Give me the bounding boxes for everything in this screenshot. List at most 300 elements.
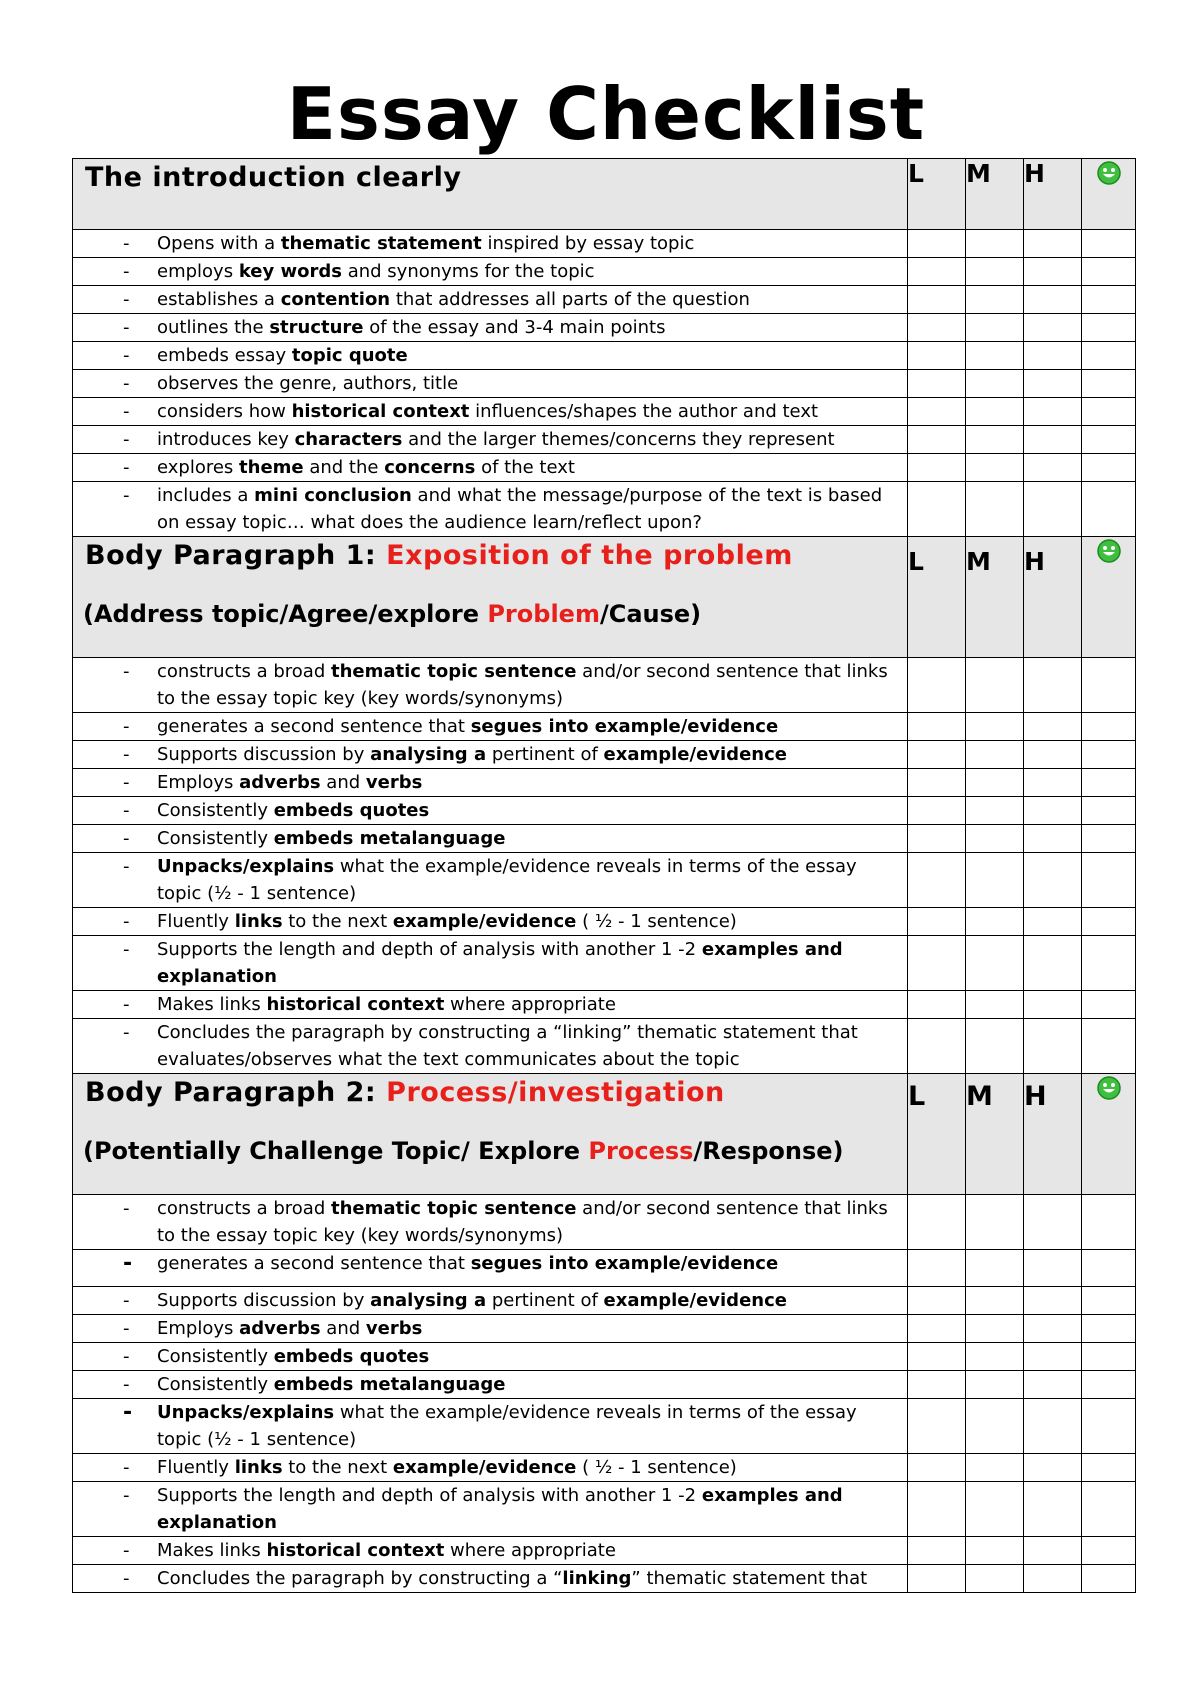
item-keyword: historical context <box>266 994 445 1015</box>
rating-cell-m[interactable] <box>966 936 1024 991</box>
rating-cell-l[interactable] <box>908 1195 966 1250</box>
rating-cell-s[interactable] <box>1082 230 1136 258</box>
rating-cell-h[interactable] <box>1024 454 1082 482</box>
rating-cell-h[interactable] <box>1024 370 1082 398</box>
rating-cell-s[interactable] <box>1082 1287 1136 1315</box>
item-text: constructs a broad <box>157 661 331 682</box>
bullet-dash: - <box>123 911 130 932</box>
item-text: influences/shapes the author and text <box>469 401 819 422</box>
item-keyword: adverbs <box>239 772 321 793</box>
rating-cell-l[interactable] <box>908 1454 966 1482</box>
rating-cell-l[interactable] <box>908 342 966 370</box>
rating-cell-m[interactable] <box>966 1343 1024 1371</box>
level-header-m: M <box>966 537 1024 658</box>
rating-cell-m[interactable] <box>966 398 1024 426</box>
rating-cell-s[interactable] <box>1082 936 1136 991</box>
rating-cell-h[interactable] <box>1024 314 1082 342</box>
section-subtitle <box>73 1110 907 1166</box>
item-keyword: segues into example/evidence <box>470 716 779 737</box>
rating-cell-s[interactable] <box>1082 769 1136 797</box>
rating-cell-m[interactable] <box>966 1565 1024 1593</box>
rating-cell-l[interactable] <box>908 853 966 908</box>
checklist-item-row <box>73 286 1136 314</box>
rating-cell-h[interactable] <box>1024 741 1082 769</box>
rating-cell-s[interactable] <box>1082 991 1136 1019</box>
bullet-dash: - <box>123 345 130 366</box>
item-keyword: examples and explanation <box>157 939 843 987</box>
checklist-item-row <box>73 1565 1136 1593</box>
item-text: and the larger themes/concerns they represent <box>402 429 835 450</box>
bullet-dash: - <box>123 289 130 310</box>
rating-cell-l[interactable] <box>908 258 966 286</box>
rating-cell-m[interactable] <box>966 1482 1024 1537</box>
item-text: Supports the length and depth of analysis with another 1 -2 <box>157 939 702 960</box>
section-title-highlight: Process/investigation <box>386 1077 725 1108</box>
item-text: inspired by essay topic <box>481 233 695 254</box>
rating-cell-m[interactable] <box>966 853 1024 908</box>
item-text: and <box>320 1318 366 1339</box>
rating-cell-l[interactable] <box>908 1343 966 1371</box>
rating-cell-h[interactable] <box>1024 1315 1082 1343</box>
item-keyword: topic quote <box>291 345 408 366</box>
bullet-dash: - <box>123 856 130 877</box>
section-header-row <box>73 537 1136 658</box>
checklist-item-text <box>73 1537 908 1565</box>
item-text: outlines the <box>157 317 270 338</box>
item-keyword: thematic topic sentence <box>331 661 577 682</box>
rating-cell-l[interactable] <box>908 741 966 769</box>
rating-cell-s[interactable] <box>1082 713 1136 741</box>
rating-cell-h[interactable] <box>1024 1482 1082 1537</box>
item-text: explores <box>157 457 240 478</box>
rating-cell-l[interactable] <box>908 658 966 713</box>
checklist-item-text <box>73 1287 908 1315</box>
level-header-m: M <box>966 159 1024 230</box>
checklist-item-row <box>73 991 1136 1019</box>
rating-cell-l[interactable] <box>908 398 966 426</box>
smiley-header <box>1082 537 1136 658</box>
bullet-dash: - <box>123 800 130 821</box>
rating-cell-s[interactable] <box>1082 1250 1136 1287</box>
item-text: pertinent of <box>486 1290 604 1311</box>
rating-cell-l[interactable] <box>908 825 966 853</box>
rating-cell-l[interactable] <box>908 769 966 797</box>
rating-cell-h[interactable] <box>1024 286 1082 314</box>
level-header-h: H <box>1024 1074 1082 1195</box>
rating-cell-l[interactable] <box>908 908 966 936</box>
item-text: ” thematic statement that <box>631 1568 868 1589</box>
item-keyword: links <box>234 1457 283 1478</box>
item-text: and the <box>303 457 385 478</box>
rating-cell-m[interactable] <box>966 769 1024 797</box>
rating-cell-h[interactable] <box>1024 1399 1082 1454</box>
rating-cell-l[interactable] <box>908 1482 966 1537</box>
rating-cell-h[interactable] <box>1024 426 1082 454</box>
rating-cell-m[interactable] <box>966 825 1024 853</box>
item-keyword: examples and explanation <box>157 1485 843 1533</box>
rating-cell-l[interactable] <box>908 286 966 314</box>
item-keyword: embeds metalanguage <box>273 828 506 849</box>
checklist-item-row <box>73 1371 1136 1399</box>
item-text: of the essay and 3-4 main points <box>363 317 666 338</box>
rating-cell-s[interactable] <box>1082 454 1136 482</box>
item-keyword: thematic topic sentence <box>331 1198 577 1219</box>
checklist-item-text <box>73 230 908 258</box>
rating-cell-h[interactable] <box>1024 713 1082 741</box>
rating-cell-m[interactable] <box>966 797 1024 825</box>
rating-cell-s[interactable] <box>1082 853 1136 908</box>
rating-cell-l[interactable] <box>908 1537 966 1565</box>
rating-cell-l[interactable] <box>908 1371 966 1399</box>
rating-cell-s[interactable] <box>1082 1343 1136 1371</box>
level-header-h: H <box>1024 537 1082 658</box>
rating-cell-s[interactable] <box>1082 426 1136 454</box>
rating-cell-s[interactable] <box>1082 1371 1136 1399</box>
rating-cell-l[interactable] <box>908 936 966 991</box>
item-text: establishes a <box>157 289 281 310</box>
rating-cell-m[interactable] <box>966 482 1024 537</box>
bullet-dash: - <box>123 1022 130 1043</box>
rating-cell-l[interactable] <box>908 370 966 398</box>
section-header-cell <box>73 1074 908 1195</box>
bullet-dash: - <box>123 716 130 737</box>
section-subtitle-text: /Cause) <box>599 600 702 628</box>
checklist-item-text <box>73 1250 908 1287</box>
item-text: Supports the length and depth of analysis with another 1 -2 <box>157 1485 702 1506</box>
item-text: introduces key <box>157 429 295 450</box>
item-keyword: thematic statement <box>280 233 482 254</box>
rating-cell-s[interactable] <box>1082 1454 1136 1482</box>
item-text: Consistently <box>157 828 274 849</box>
item-keyword: embeds metalanguage <box>273 1374 506 1395</box>
checklist-item-text <box>73 713 908 741</box>
rating-cell-h[interactable] <box>1024 1250 1082 1287</box>
rating-cell-m[interactable] <box>966 342 1024 370</box>
item-text: where appropriate <box>444 994 616 1015</box>
rating-cell-s[interactable] <box>1082 482 1136 537</box>
rating-cell-s[interactable] <box>1082 1399 1136 1454</box>
item-text: embeds essay <box>157 345 292 366</box>
checklist-item-row <box>73 342 1136 370</box>
bullet-dash: - <box>123 1290 130 1311</box>
item-text: generates a second sentence that <box>157 716 471 737</box>
rating-cell-l[interactable] <box>908 1287 966 1315</box>
rating-cell-m[interactable] <box>966 230 1024 258</box>
item-text: Fluently <box>157 911 235 932</box>
section-header-row <box>73 1074 1136 1195</box>
checklist-item-row <box>73 426 1136 454</box>
rating-cell-h[interactable] <box>1024 908 1082 936</box>
rating-cell-m[interactable] <box>966 1195 1024 1250</box>
level-header-m: M <box>966 1074 1024 1195</box>
rating-cell-m[interactable] <box>966 1250 1024 1287</box>
rating-cell-h[interactable] <box>1024 230 1082 258</box>
item-text: ( ½ - 1 sentence) <box>576 911 737 932</box>
item-text: and synonyms for the topic <box>341 261 595 282</box>
section-title <box>73 537 907 573</box>
checklist-item-row <box>73 1537 1136 1565</box>
checklist-item-text <box>73 825 908 853</box>
checklist-item-text <box>73 853 908 908</box>
smiley-face-icon <box>1096 538 1122 564</box>
rating-cell-h[interactable] <box>1024 797 1082 825</box>
rating-cell-s[interactable] <box>1082 797 1136 825</box>
section-title <box>73 1074 907 1110</box>
bullet-dash: - <box>123 401 130 422</box>
item-text: Consistently <box>157 1346 274 1367</box>
rating-cell-m[interactable] <box>966 370 1024 398</box>
section-subtitle-text: /Response) <box>693 1137 844 1165</box>
item-keyword: concerns <box>384 457 476 478</box>
item-keyword: key words <box>238 261 342 282</box>
rating-cell-s[interactable] <box>1082 314 1136 342</box>
item-text: generates a second sentence that <box>157 1253 471 1274</box>
rating-cell-s[interactable] <box>1082 370 1136 398</box>
checklist-item-row <box>73 1482 1136 1537</box>
rating-cell-m[interactable] <box>966 658 1024 713</box>
item-text: Makes links <box>157 994 267 1015</box>
level-header-h: H <box>1024 159 1082 230</box>
section-header-cell <box>73 159 908 230</box>
item-text: to the next <box>282 911 393 932</box>
rating-cell-h[interactable] <box>1024 1287 1082 1315</box>
bullet-dash: - <box>123 828 130 849</box>
checklist-item-row <box>73 769 1136 797</box>
rating-cell-l[interactable] <box>908 1250 966 1287</box>
rating-cell-s[interactable] <box>1082 741 1136 769</box>
rating-cell-h[interactable] <box>1024 825 1082 853</box>
checklist-item-row <box>73 258 1136 286</box>
rating-cell-m[interactable] <box>966 1371 1024 1399</box>
item-keyword: linking <box>562 1568 632 1589</box>
item-keyword: verbs <box>365 1318 423 1339</box>
item-keyword: example/evidence <box>603 1290 787 1311</box>
bullet-dash: - <box>123 457 130 478</box>
rating-cell-l[interactable] <box>908 1019 966 1074</box>
checklist-item-row <box>73 1454 1136 1482</box>
checklist-item-text <box>73 769 908 797</box>
smiley-header <box>1082 1074 1136 1195</box>
checklist-item-row <box>73 1250 1136 1287</box>
checklist-item-row <box>73 482 1136 537</box>
item-text: Consistently <box>157 800 274 821</box>
level-header-l: L <box>908 1074 966 1195</box>
rating-cell-h[interactable] <box>1024 1019 1082 1074</box>
section-header-row <box>73 159 1136 230</box>
rating-cell-s[interactable] <box>1082 1482 1136 1537</box>
checklist-item-text <box>73 1315 908 1343</box>
item-text: Employs <box>157 1318 240 1339</box>
item-text: to the next <box>282 1457 393 1478</box>
rating-cell-m[interactable] <box>966 1315 1024 1343</box>
checklist-item-row <box>73 1399 1136 1454</box>
essay-checklist-table <box>72 158 1136 1593</box>
rating-cell-l[interactable] <box>908 1315 966 1343</box>
rating-cell-m[interactable] <box>966 426 1024 454</box>
bullet-dash: - <box>123 994 130 1015</box>
item-keyword: example/evidence <box>392 911 577 932</box>
bullet-dash: - <box>123 1568 130 1589</box>
rating-cell-h[interactable] <box>1024 936 1082 991</box>
rating-cell-m[interactable] <box>966 713 1024 741</box>
checklist-item-row <box>73 398 1136 426</box>
item-keyword: embeds quotes <box>273 1346 430 1367</box>
rating-cell-h[interactable] <box>1024 1537 1082 1565</box>
item-keyword: characters <box>294 429 403 450</box>
item-text: what the example/evidence reveals in terms of the essay topic (½ - 1 sentence) <box>157 1402 857 1450</box>
rating-cell-l[interactable] <box>908 1565 966 1593</box>
checklist-item-row <box>73 853 1136 908</box>
item-text: ( ½ - 1 sentence) <box>576 1457 737 1478</box>
item-text: Makes links <box>157 1540 267 1561</box>
rating-cell-s[interactable] <box>1082 1537 1136 1565</box>
rating-cell-m[interactable] <box>966 286 1024 314</box>
checklist-item-text <box>73 741 908 769</box>
item-keyword: links <box>234 911 283 932</box>
item-text: employs <box>157 261 239 282</box>
rating-cell-m[interactable] <box>966 1537 1024 1565</box>
item-text: Concludes the paragraph by constructing a “linking” thematic statement that evaluates/observes what the text communicates about the topic <box>157 1022 858 1070</box>
checklist-item-row <box>73 936 1136 991</box>
bullet-dash: - <box>123 1251 133 1276</box>
rating-cell-h[interactable] <box>1024 1565 1082 1593</box>
checklist-item-text <box>73 1565 908 1593</box>
item-text: constructs a broad <box>157 1198 331 1219</box>
rating-cell-h[interactable] <box>1024 342 1082 370</box>
rating-cell-s[interactable] <box>1082 1019 1136 1074</box>
checklist-item-text <box>73 991 908 1019</box>
item-keyword: embeds quotes <box>273 800 430 821</box>
item-text: that addresses all parts of the question <box>390 289 750 310</box>
item-text: includes a <box>157 485 255 506</box>
rating-cell-h[interactable] <box>1024 482 1082 537</box>
rating-cell-h[interactable] <box>1024 991 1082 1019</box>
rating-cell-h[interactable] <box>1024 1343 1082 1371</box>
checklist-item-text <box>73 314 908 342</box>
checklist-item-text <box>73 1482 908 1537</box>
rating-cell-m[interactable] <box>966 454 1024 482</box>
checklist-item-text <box>73 1343 908 1371</box>
rating-cell-s[interactable] <box>1082 908 1136 936</box>
item-keyword: analysing a <box>370 1290 487 1311</box>
rating-cell-s[interactable] <box>1082 825 1136 853</box>
checklist-item-row <box>73 1343 1136 1371</box>
section-header-cell <box>73 537 908 658</box>
checklist-item-text <box>73 908 908 936</box>
checklist-item-text <box>73 1399 908 1454</box>
rating-cell-s[interactable] <box>1082 1315 1136 1343</box>
rating-cell-s[interactable] <box>1082 1195 1136 1250</box>
rating-cell-h[interactable] <box>1024 258 1082 286</box>
rating-cell-l[interactable] <box>908 454 966 482</box>
item-text: Supports discussion by <box>157 1290 371 1311</box>
rating-cell-m[interactable] <box>966 741 1024 769</box>
rating-cell-h[interactable] <box>1024 1195 1082 1250</box>
bullet-dash: - <box>123 1457 130 1478</box>
rating-cell-l[interactable] <box>908 1399 966 1454</box>
checklist-item-row <box>73 713 1136 741</box>
item-text: and/or second sentence that links to the essay topic key (key words/synonyms) <box>157 1198 888 1246</box>
rating-cell-l[interactable] <box>908 991 966 1019</box>
item-keyword: historical context <box>291 401 470 422</box>
smiley-face-icon <box>1096 1075 1122 1101</box>
rating-cell-m[interactable] <box>966 1399 1024 1454</box>
smiley-header <box>1082 159 1136 230</box>
item-text: observes the genre, authors, title <box>157 373 459 394</box>
checklist-item-row <box>73 1019 1136 1074</box>
checklist-item-text <box>73 454 908 482</box>
section-subtitle-highlight: Process <box>588 1137 694 1165</box>
item-keyword: historical context <box>266 1540 445 1561</box>
item-keyword: theme <box>239 457 304 478</box>
rating-cell-s[interactable] <box>1082 658 1136 713</box>
checklist-item-text <box>73 1454 908 1482</box>
checklist-item-text <box>73 258 908 286</box>
checklist-item-row <box>73 370 1136 398</box>
rating-cell-l[interactable] <box>908 314 966 342</box>
rating-cell-s[interactable] <box>1082 398 1136 426</box>
rating-cell-l[interactable] <box>908 713 966 741</box>
item-text: Fluently <box>157 1457 235 1478</box>
rating-cell-h[interactable] <box>1024 1371 1082 1399</box>
item-text: Concludes the paragraph by constructing a “ <box>157 1568 563 1589</box>
item-keyword: Unpacks/explains <box>157 1402 335 1423</box>
rating-cell-m[interactable] <box>966 908 1024 936</box>
checklist-item-text <box>73 936 908 991</box>
rating-cell-s[interactable] <box>1082 1565 1136 1593</box>
rating-cell-h[interactable] <box>1024 658 1082 713</box>
bullet-dash: - <box>123 261 130 282</box>
item-text: Opens with a <box>157 233 281 254</box>
item-keyword: mini conclusion <box>254 485 412 506</box>
rating-cell-l[interactable] <box>908 230 966 258</box>
checklist-item-text <box>73 1195 908 1250</box>
rating-cell-s[interactable] <box>1082 286 1136 314</box>
rating-cell-m[interactable] <box>966 1454 1024 1482</box>
bullet-dash: - <box>123 1540 130 1561</box>
item-text: what the example/evidence reveals in terms of the essay topic (½ - 1 sentence) <box>157 856 857 904</box>
rating-cell-h[interactable] <box>1024 769 1082 797</box>
rating-cell-h[interactable] <box>1024 1454 1082 1482</box>
checklist-item-row <box>73 825 1136 853</box>
rating-cell-s[interactable] <box>1082 342 1136 370</box>
checklist-item-row <box>73 908 1136 936</box>
rating-cell-l[interactable] <box>908 482 966 537</box>
rating-cell-l[interactable] <box>908 426 966 454</box>
rating-cell-l[interactable] <box>908 797 966 825</box>
section-subtitle-text: (Address topic/Agree/explore <box>83 600 488 628</box>
bullet-dash: - <box>123 772 130 793</box>
rating-cell-m[interactable] <box>966 991 1024 1019</box>
rating-cell-m[interactable] <box>966 1287 1024 1315</box>
level-header-l: L <box>908 159 966 230</box>
rating-cell-m[interactable] <box>966 314 1024 342</box>
section-title-text: The introduction clearly <box>85 162 462 193</box>
rating-cell-h[interactable] <box>1024 853 1082 908</box>
rating-cell-s[interactable] <box>1082 258 1136 286</box>
bullet-dash: - <box>123 233 130 254</box>
rating-cell-m[interactable] <box>966 1019 1024 1074</box>
bullet-dash: - <box>123 1198 130 1219</box>
item-text: Consistently <box>157 1374 274 1395</box>
item-keyword: adverbs <box>239 1318 321 1339</box>
checklist-item-text <box>73 482 908 537</box>
item-text: Supports discussion by <box>157 744 371 765</box>
section-subtitle <box>73 573 907 629</box>
item-text: where appropriate <box>444 1540 616 1561</box>
rating-cell-m[interactable] <box>966 258 1024 286</box>
rating-cell-h[interactable] <box>1024 398 1082 426</box>
